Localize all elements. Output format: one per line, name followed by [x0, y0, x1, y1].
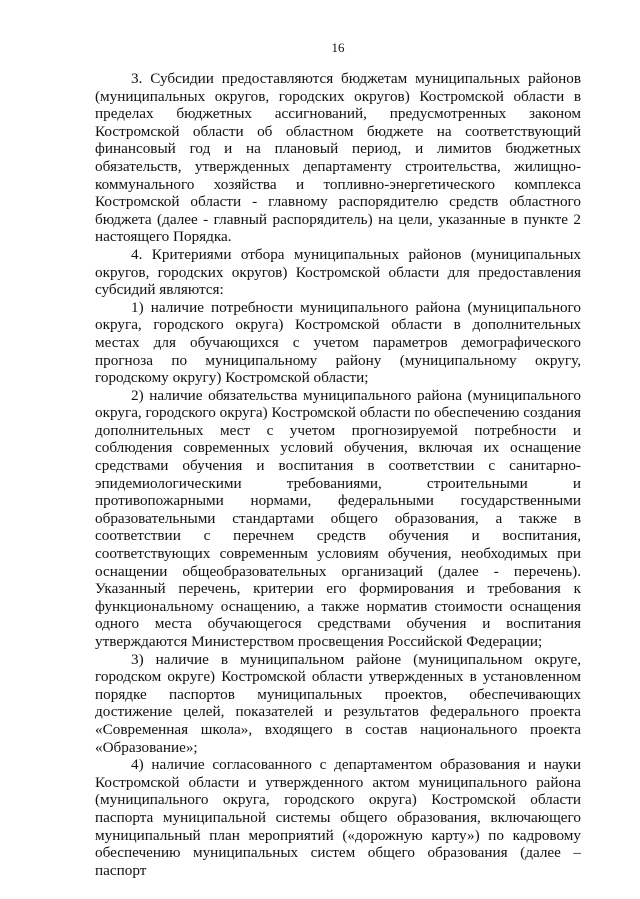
criterion-4: 4) наличие согласованного с департаментом образования и науки Костромской области и утвержденного актом муниципального района (муниципального округа, городского округа) Костромской области паспорта муниципальной системы общего образования, включающего муниципальный план мероприятий («дорожную карту») по кадровому обеспечению муниципальных систем общего образования (далее – паспорт	[95, 756, 581, 879]
criterion-2: 2) наличие обязательства муниципального района (муниципального округа, городского округа) Костромской области по обеспечению создания дополнительных мест с учетом прогнозируемой потребности и соблюдения современных условий обучения, включая их оснащение средствами обучения и воспитания в соответствии с санитарно-эпидемиологическими требованиями, строительными и противопожарными нормами, федеральными государственными образовательными стандартами общего образования, а также в соответствии с перечнем средств обучения и воспитания, соответствующих современным условиям обучения, необходимых при оснащении общеобразовательных организаций (далее - перечень). Указанный перечень, критерии его формирования и требования к функциональному оснащению, а также норматив стоимости оснащения одного места обучающегося средствами обучения и воспитания утверждаются Министерством просвещения Российской Федерации;	[95, 386, 581, 650]
criterion-1: 1) наличие потребности муниципального района (муниципального округа, городского округа) Костромской области в дополнительных местах для обучающихся с учетом параметров демографического прогноза по муниципальному району (муниципальному округу, городскому округу) Костромской области;	[95, 298, 581, 387]
paragraph-3-subsidies: 3. Субсидии предоставляются бюджетам муниципальных районов (муниципальных округов, городских округов) Костромской области в пределах бюджетных ассигнований, предусмотренных законом Костромской области об областном бюджете на соответствующий финансовый год и на плановый период, и лимитов бюджетных обязательств, утвержденных департаменту строительства, жилищно-коммунального хозяйства и топливно-энергетического комплекса Костромской области - главному распорядителю средств областного бюджета (далее - главный распорядитель) на цели, указанные в пункте 2 настоящего Порядка.	[95, 70, 581, 246]
criterion-3: 3) наличие в муниципальном районе (муниципальном округе, городском округе) Костромской области утвержденных в установленном порядке паспортов муниципальных проектов, обеспечивающих достижение целей, показателей и результатов федерального проекта «Современная школа», входящего в состав национального проекта «Образование»;	[95, 650, 581, 756]
page-number: 16	[331, 40, 345, 55]
paragraph-4-criteria: 4. Критериями отбора муниципальных районов (муниципальных округов, городских округов) Костромской области для предоставления субсидий являются:	[95, 245, 581, 299]
